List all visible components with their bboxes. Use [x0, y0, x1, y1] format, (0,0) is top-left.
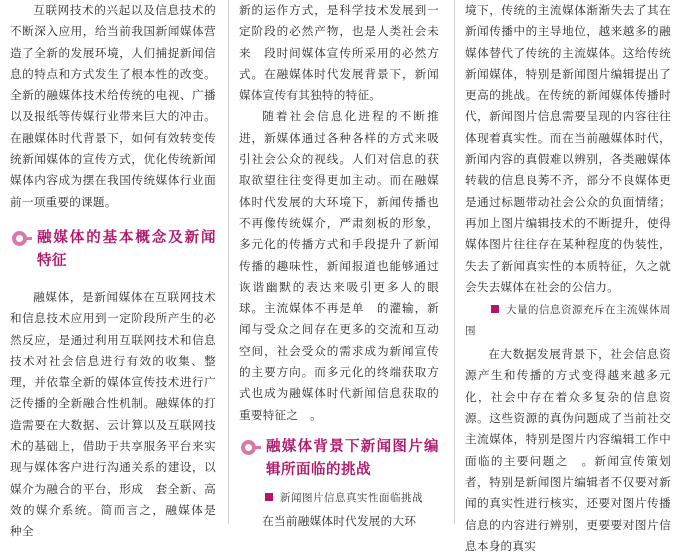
section-heading-text: 融媒体的基本概念及新闻特征 — [37, 229, 216, 269]
column-2 — [239, 0, 439, 528]
section-heading-concept — [10, 227, 216, 273]
authenticity-paragraph: 在当前融媒体时代发展的大环 — [262, 513, 417, 528]
column-1 — [10, 0, 228, 539]
column-divider — [454, 0, 455, 524]
square-bullet-icon — [491, 305, 499, 313]
column-divider — [228, 0, 229, 524]
section-bullet-icon — [12, 231, 27, 246]
resources-paragraph: 在大数据发展背景下，社会信息资源产生和传播的方式变得越来越多元化，社会中存在着众多复杂的信息资源。这些资源的真伪问题成了当前社交主流媒体，特别是图片内容编辑工作中面临的主要问题之 。新闻宣传策划者，特别是新闻图片编辑者不仅要对新闻的真实性进行核实，还要对图片传播信息的内容进行辨别，更要要对图片信息本身的真实 — [465, 347, 671, 553]
concept-paragraph-continued: 新的运作方式，是科学技术发展到一定阶段的必然产物，也是人类社会未来 段时间媒体宣传所采用的必然方式。在融媒体时代发展背景下，新闻媒体宣传有其独特的特征。 — [239, 3, 439, 103]
section-bullet-icon — [241, 440, 256, 455]
square-bullet-icon — [265, 493, 273, 501]
concept-paragraph: 融媒体，是新闻媒体在互联网技术和信息技术应用到一定阶段所产生的必然反应，是通过利用互联网技术和信息技术对社会信息进行有效的收集、整理，并依靠全新的媒体宣传技术进行广泛传播的全新融合性机制。融媒体的打造需要在大数据、云计算以及互联网技术的基础上，借助于共享服务平台来实现与媒体客户进行沟通关系的建设，以媒介为融合的平台，形成 套全新、高效的媒介系统。简而言之，融媒体是 种全 — [10, 289, 228, 539]
subsection-heading-text: 大量的信息资源充斥在主流媒体周围 — [465, 304, 671, 338]
subsection-heading-authenticity — [239, 488, 439, 509]
section-heading-text: 融媒体背景下新闻图片编辑所面临的挑战 — [266, 438, 439, 478]
column-3 — [465, 0, 671, 553]
authenticity-paragraph-continued: 境下，传统的主流媒体渐渐失去了其在新闻传播中的主导地位，越来越多的融媒体替代了传统的主流媒体。这给传统新闻媒体，特别是新闻图片编辑提出了更高的挑战。在传统的新闻媒体传播时代，新闻图片信息需要呈现的内容往往体现着真实性。而在当前融媒体时代，新闻内容的真假难以辨别，各类融媒体转载的信息良莠不齐，部分不良媒体更是通过标题带动社会公众的负面情绪；再加上图片编辑技术的不断提升，使得媒体图片往往存在某种程度的伪装性，失去了新闻真实性的本质特征，久之就会失去媒体在社会的公信力。 — [465, 3, 671, 294]
features-paragraph: 随着社会信息化进程的不断推进，新媒体通过各种各样的方式来吸引社会公众的视线。人们对信息的获取欲望往往变得更加主动。而在融媒体时代发展的大环境下，新闻传播也不再像传统媒介，严肃刻板的形象，多元化的传播方式和手段提升了新闻传播的趣味性，新闻报道也能够通过诙谐幽默的表达来吸引更多人的眼球。主流媒体不再是单 的灌输，新闻与受众之间存在更多的交流和互动空间，社会受众的需求成为新闻宣传的主要方向。而多元化的终端获取方式也成为融媒体时代新闻信息获取的重要特征之 。 — [239, 109, 439, 422]
section-heading-challenges — [239, 436, 439, 482]
subsection-heading-resources — [465, 300, 671, 342]
intro-paragraph: 互联网技术的兴起以及信息技术的不断深入应用，给当前我国新闻媒体营造了全新的发展环境，人们捕捉新闻信息的特点和方式发生了根本性的改变。全新的融媒体技术给传统的电视、广播以及报纸等传媒行业带来巨大的冲击。在融媒体时代背景下，如何有效转变传统新闻媒体的宣传方式，优化传统新闻媒体内容成为摆在我国传统媒体行业面前一项重要的课题。 — [10, 3, 216, 209]
subsection-heading-text: 新闻图片信息真实性面临挑战 — [280, 491, 423, 504]
